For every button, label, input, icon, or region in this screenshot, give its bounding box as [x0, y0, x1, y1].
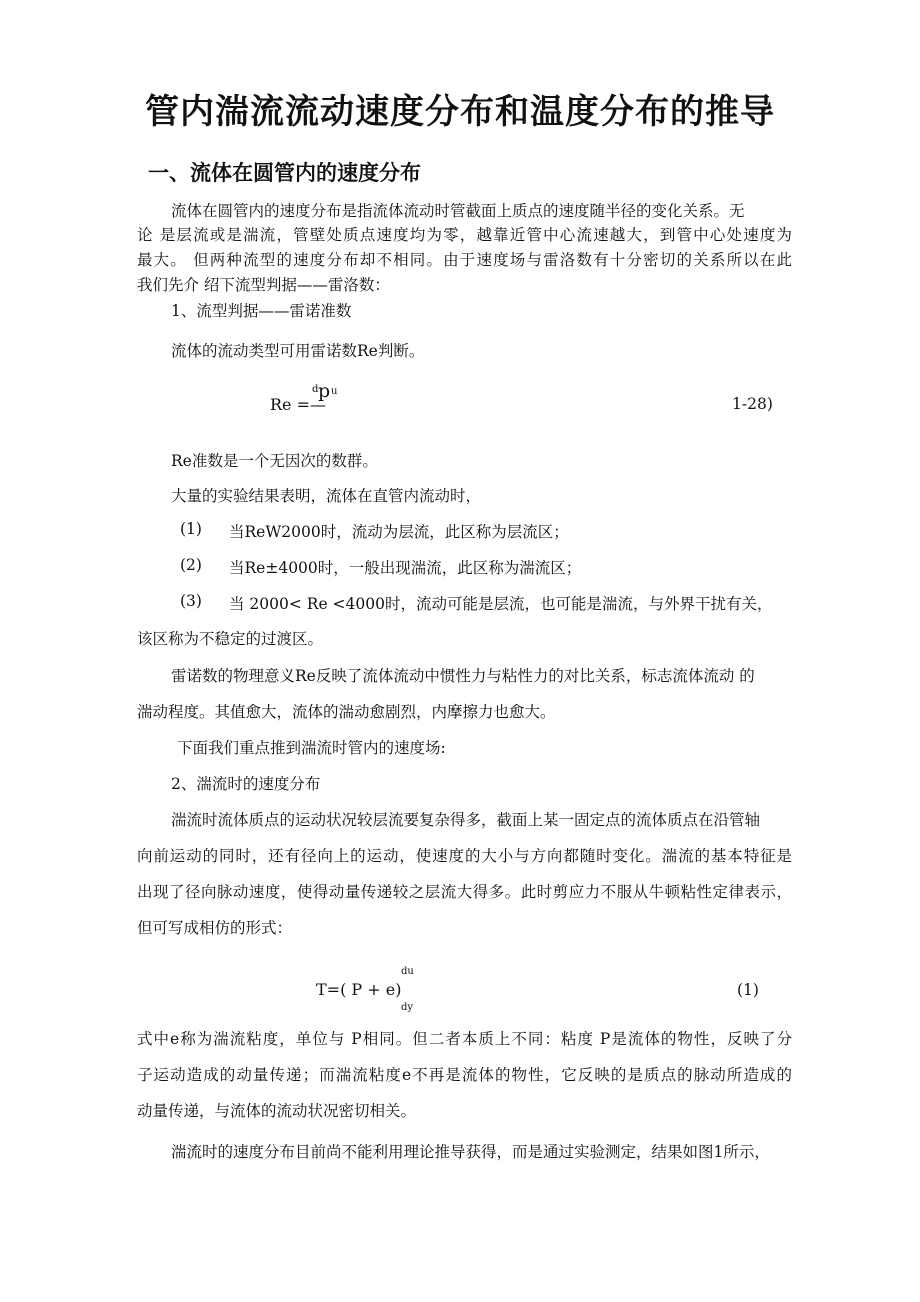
turb-line2: 向前运动的同时，还有径向上的运动，使速度的大小与方向都随时变化。湍流的基本特征是 — [137, 847, 792, 865]
section-heading: 一、流体在圆管内的速度分布 — [148, 161, 421, 185]
eddy-line1: 式中e称为湍流粘度，单位与 P相同。但二者本质上不同：粘度 P是流体的物性，反映了分 — [137, 1030, 792, 1048]
item-2-num: (2) — [180, 556, 202, 574]
turb-line1: 湍流时流体质点的运动状况较层流要复杂得多，截面上某一固定点的流体质点在沿管轴 — [171, 811, 761, 829]
equation-number-1: 1-28) — [732, 395, 773, 413]
eq1-rho: p — [318, 380, 331, 402]
eq2-du: du — [401, 966, 414, 977]
eddy-line2: 子运动造成的动量传递；而湍流粘度e不再是流体的物性，它反映的是质点的脉动所造成的 — [137, 1066, 792, 1084]
turb-line4: 但可写成相仿的形式： — [137, 919, 293, 937]
re-intro: 流体的流动类型可用雷诺数Re判断。 — [171, 342, 425, 360]
page-title: 管内湍流流动速度分布和温度分布的推导 — [145, 92, 775, 132]
item-3-text: 当 2000< Re <4000时，流动可能是层流，也可能是湍流，与外界干扰有关， — [229, 595, 773, 613]
last-paragraph: 湍流时的速度分布目前尚不能利用理论推导获得，而是通过实验测定，结果如图1所示， — [171, 1143, 770, 1161]
turb-line3: 出现了径向脉动速度，使得动量传递较之层流大得多。此时剪应力不服从牛顿粘性定律表示， — [137, 883, 792, 901]
eq2-lhs: T=( P + e) — [316, 980, 402, 999]
item-2-text: 当Re±4000时，一般出现湍流，此区称为湍流区； — [229, 559, 582, 577]
eq2-dy: dy — [401, 1002, 414, 1013]
item-3-continuation: 该区称为不稳定的过渡区。 — [137, 630, 324, 648]
item-1-num: (1) — [180, 520, 202, 538]
para1-line1: 流体在圆管内的速度分布是指流体流动时管截面上质点的速度随半径的变化关系。无 — [171, 202, 745, 220]
eq1-u: u — [331, 386, 338, 397]
equation-reynolds — [270, 380, 390, 420]
meaning-line1: 雷诺数的物理意义Re反映了流体流动中惯性力与粘性力的对比关系，标志流体流动 的 — [171, 667, 755, 685]
item-1-text: 当ReW2000时，流动为层流，此区称为层流区； — [229, 523, 569, 541]
equation-shear-stress — [316, 962, 436, 1022]
eq1-lhs: Re =— — [270, 395, 327, 414]
item-3-num: (3) — [180, 592, 202, 610]
equation-number-2: (1) — [737, 981, 759, 999]
para1-line4: 我们先介 绍下流型判据——雷洛数： — [137, 276, 390, 294]
experiment-intro: 大量的实验结果表明，流体在直管内流动时， — [171, 487, 482, 505]
meaning-line2: 湍动程度。其值愈大，流体的湍动愈剧烈，内摩擦力也愈大。 — [137, 703, 556, 721]
eddy-line3: 动量传递，与流体的流动状况密切相关。 — [137, 1102, 417, 1120]
re-dimensionless: Re准数是一个无因次的数群。 — [171, 452, 378, 470]
subheading-criterion: 1、流型判据——雷诺准数 — [171, 302, 352, 320]
para1-line2: 论 是层流或是湍流，管壁处质点速度均为零，越靠近管中心流速越大，到管中心处速度为 — [137, 226, 792, 244]
para1-line3: 最大。 但两种流型的速度分布却不相同。由于速度场与雷洛数有十分密切的关系所以在此 — [137, 251, 792, 269]
eq1-d: d — [312, 384, 319, 395]
subheading-turbulent: 2、湍流时的速度分布 — [171, 775, 321, 793]
next-focus: 下面我们重点推到湍流时管内的速度场: — [177, 739, 446, 757]
